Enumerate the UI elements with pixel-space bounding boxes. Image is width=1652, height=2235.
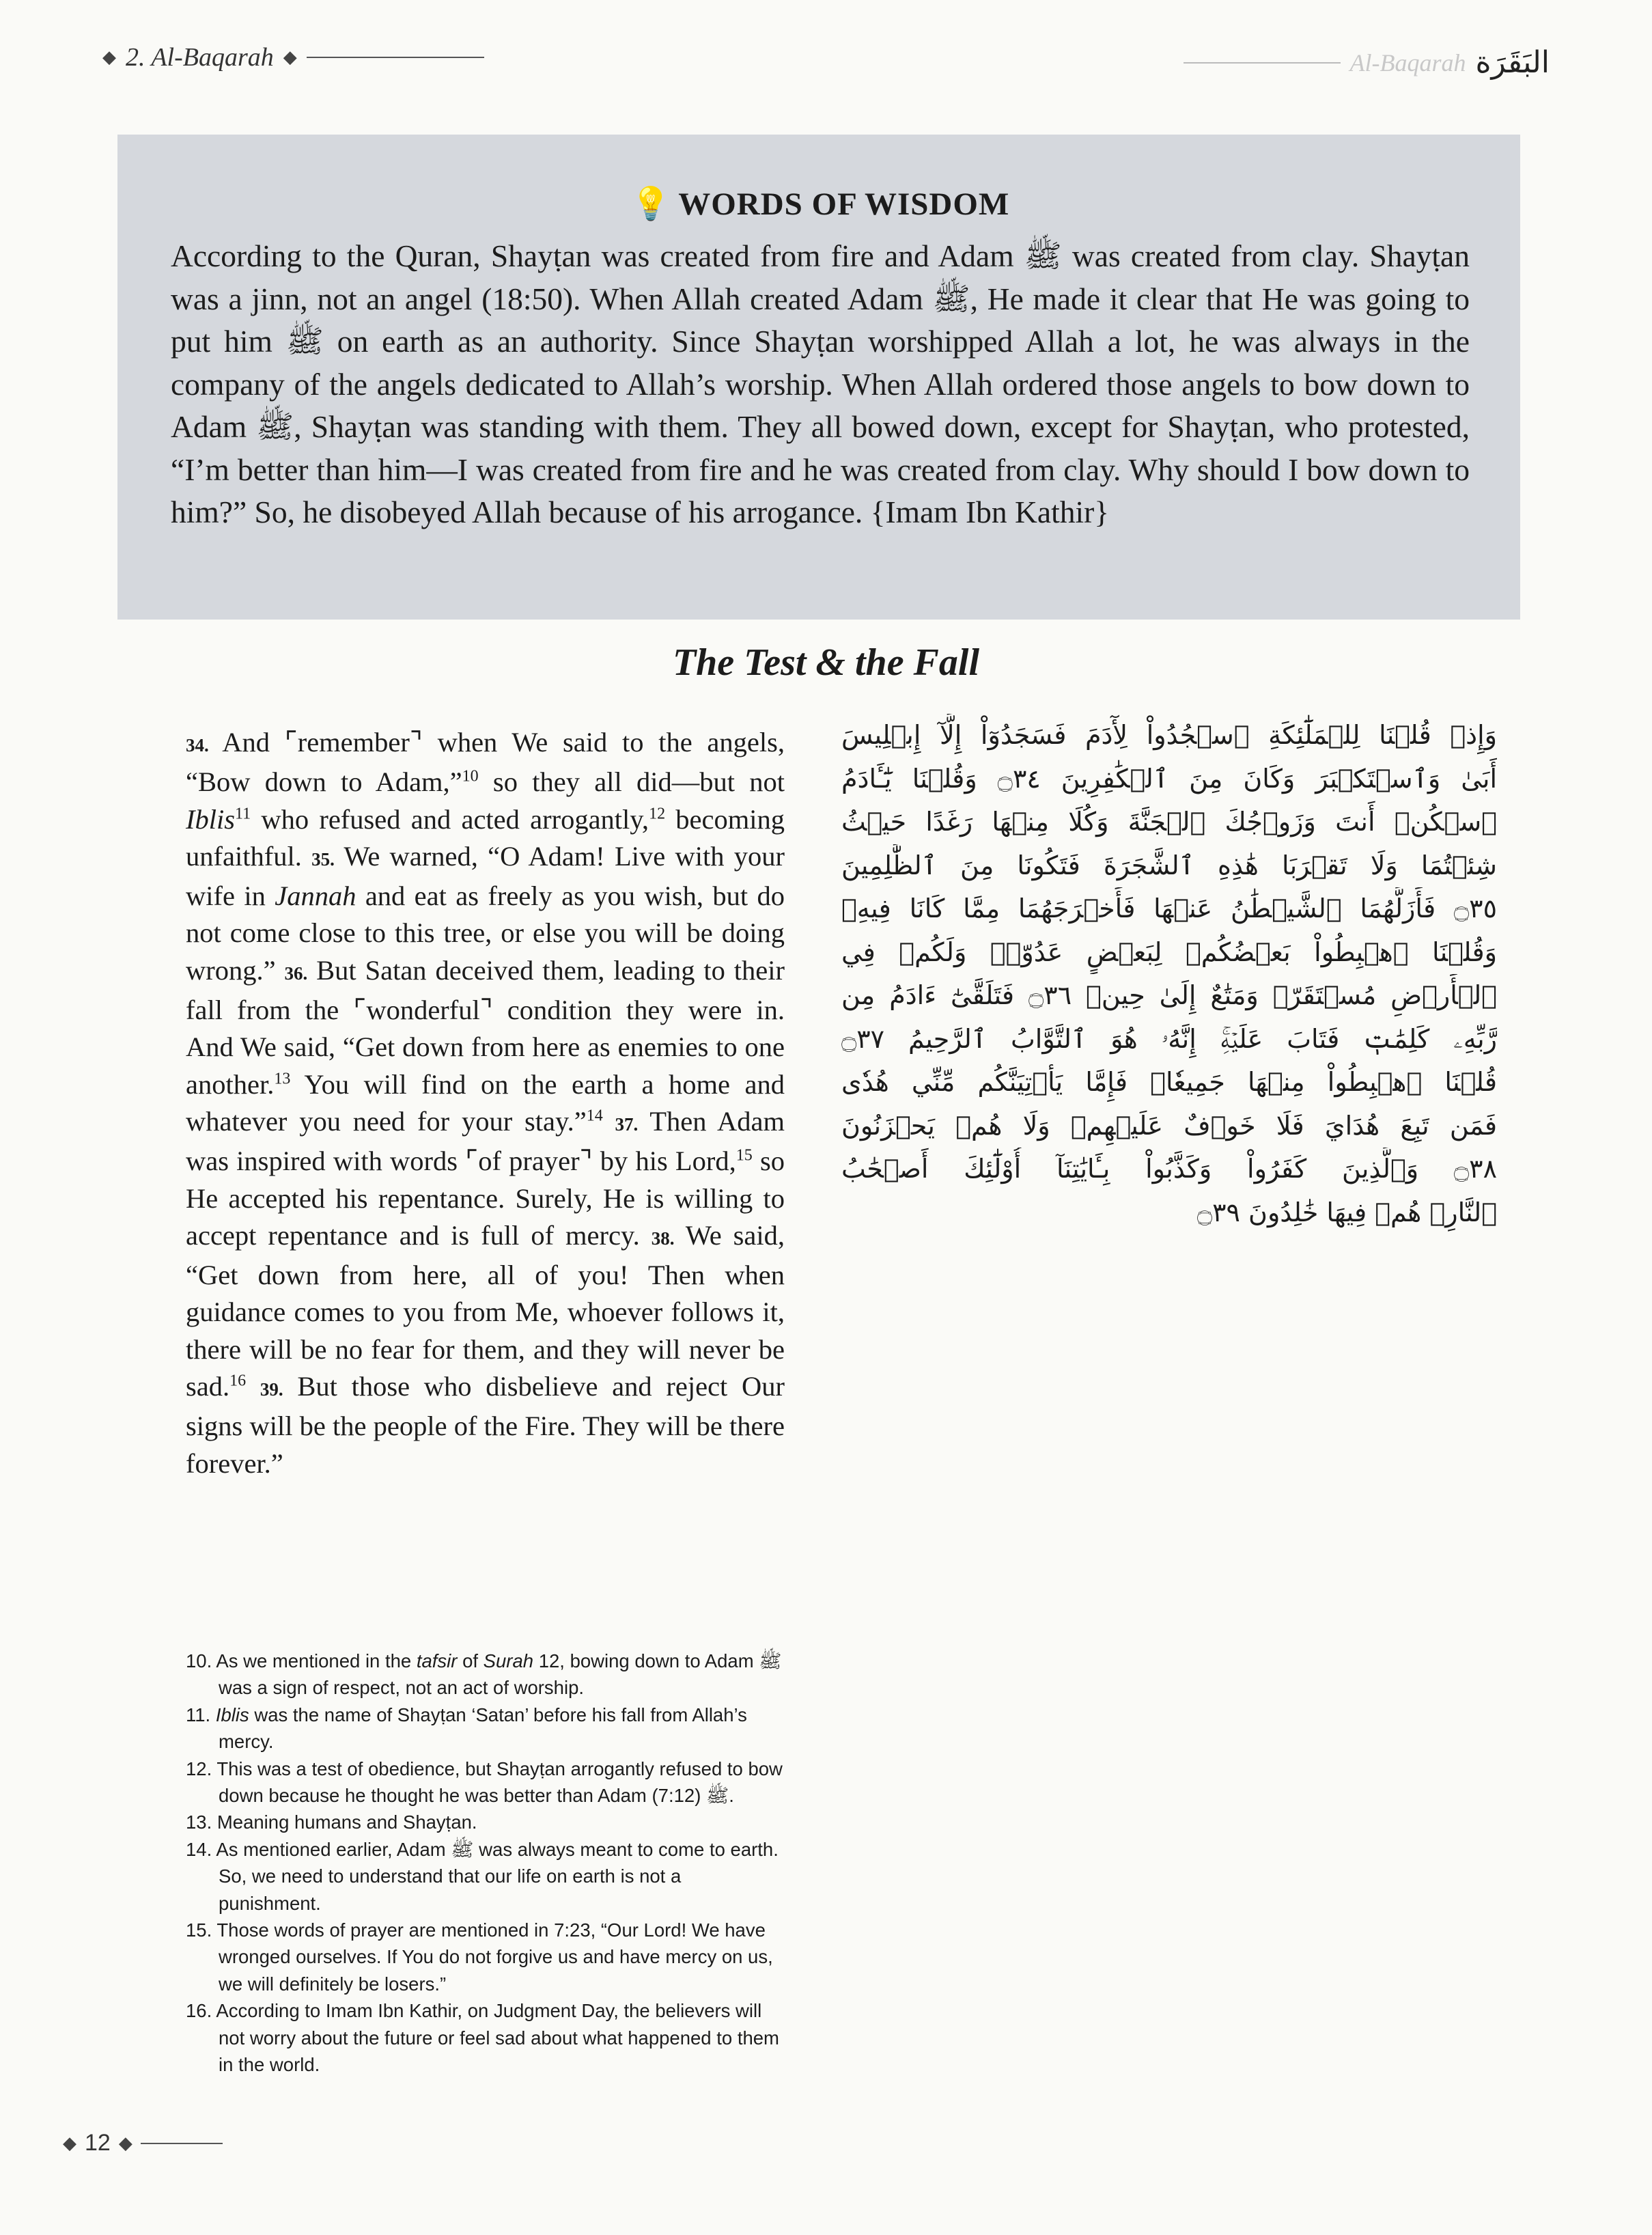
page-number: 12 bbox=[85, 2130, 111, 2156]
ornament-icon: ◆ bbox=[118, 2133, 132, 2153]
verse-text: But Satan deceived them, leading to their fall from the ⌜wonderful⌝ condition they were in. And We said, “Get down from here as enemies to one another. bbox=[186, 954, 785, 1100]
footnotes bbox=[186, 1648, 787, 2079]
arabic-chapter-title: البَقَرَة bbox=[1475, 45, 1550, 80]
footnote-ref: 14 bbox=[586, 1107, 603, 1125]
verse-number: 36. bbox=[284, 962, 308, 984]
footnote-text: 10. As we mentioned in the bbox=[186, 1650, 417, 1671]
arabic-line: ٱسۡكُنۡ أَنتَ وَزَوۡجُكَ ٱلۡجَنَّةَ وَكُلَا مِنۡهَا رَغَدًا حَيۡثُ bbox=[841, 807, 1497, 837]
footnote-ref: 16 bbox=[229, 1372, 247, 1390]
footnote-term: tafsir bbox=[416, 1650, 458, 1671]
arabic-line: ٱلۡأَرۡضِ مُسۡتَقَرّٞ وَمَتَٰعٌ إِلَىٰ حِينٖ ۝٣٦ فَتَلَقَّىٰٓ ءَادَمُ مِن bbox=[841, 980, 1497, 1010]
lightbulb-icon: 💡 bbox=[630, 185, 672, 223]
footnote-text: 12, bowing down to Adam ﷺ was a sign of respect, not an act of worship. bbox=[219, 1650, 782, 1699]
wisdom-title: WORDS OF WISDOM bbox=[678, 186, 1010, 222]
running-header-left bbox=[102, 42, 484, 72]
footnote-12: 12. This was a test of obedience, but Shayṭan arrogantly refused to bow down because he thought he was better than Adam ﷺ (7:12). bbox=[186, 1758, 783, 1807]
arabic-line: ۝٣٨ وَٱلَّذِينَ كَفَرُواْ وَكَذَّبُواْ بِـَٔايَٰتِنَآ أُوْلَٰٓئِكَ أَصۡحَٰبُ bbox=[841, 1154, 1497, 1184]
footnote-text: of bbox=[457, 1650, 484, 1671]
arabic-line: أَبَىٰ وَٱسۡتَكۡبَرَ وَكَانَ مِنَ ٱلۡكَٰفِرِينَ ۝٣٤ وَقُلۡنَا يَٰٓـَٔادَمُ bbox=[841, 763, 1497, 794]
verse-text: and eat as freely as you wish, but do not come close to this tree, or else you will be doing wrong.” bbox=[186, 880, 785, 986]
running-header-right bbox=[1184, 45, 1550, 80]
footnote-11 bbox=[186, 1702, 787, 1755]
footnote-text: 11. bbox=[186, 1704, 216, 1725]
header-rule bbox=[307, 57, 484, 58]
verse-number: 34. bbox=[186, 735, 209, 755]
verse-number: 35. bbox=[311, 848, 335, 870]
ornament-icon: ◆ bbox=[283, 47, 297, 67]
footnote-term: Surah bbox=[483, 1650, 534, 1671]
arabic-line: قُلۡنَا ٱهۡبِطُواْ مِنۡهَا جَمِيعٗاۖ فَإِمَّا يَأۡتِيَنَّكُم مِّنِّي هُدٗى bbox=[841, 1067, 1497, 1097]
arabic-line: ۝٣٥ فَأَزَلَّهُمَا ٱلشَّيۡطَٰنُ عَنۡهَا فَأَخۡرَجَهُمَا مِمَّا كَانَا فِيهِۖ bbox=[841, 893, 1497, 924]
term-jannah: Jannah bbox=[275, 880, 356, 912]
footnote-ref: 15 bbox=[736, 1146, 753, 1165]
verse-text: You will find on the earth a home and whatever you need for your stay.” bbox=[186, 1068, 785, 1137]
footnote-ref: 12 bbox=[649, 805, 666, 823]
verse-text: We said, “Get down from here, all of you! Then when guidance comes to you from Me, whoever follows it, there will be no fear for them, and they will never be sad. bbox=[186, 1219, 785, 1402]
footnote-ref: 11 bbox=[235, 805, 251, 823]
wisdom-text: According to the Quran, Shayṭan was created from fire and Adam ﷺ was created from clay. Shayṭan was a jinn, not an angel (18:50). When Allah created Adam ﷺ, He made it clear that He was going to put him ﷺ on earth as an authority. Since Shayṭan worshipped Allah a lot, he was always in the company of the angels dedicated to Allah’s worship. When Allah ordered those angels to bow down to Adam ﷺ, Shayṭan was standing with them. They all bowed down, except for Shayṭan, who protested, “I’m better than him—I was created from fire and he was created from clay. Why should I bow down to him?” So, he disobeyed Allah because of his arrogance. {Imam Ibn Kathir} bbox=[171, 238, 1470, 529]
arabic-verses bbox=[841, 714, 1497, 1234]
arabic-line: وَقُلۡنَا ٱهۡبِطُواْ بَعۡضُكُمۡ لِبَعۡضٍ عَدُوّٞۖ وَلَكُمۡ فِي bbox=[841, 936, 1497, 967]
english-translation bbox=[186, 724, 785, 1482]
footnote-ref: 10 bbox=[462, 767, 479, 786]
arabic-line: وَإِذۡ قُلۡنَا لِلۡمَلَٰٓئِكَةِ ٱسۡجُدُواْ لِأٓدَمَ فَسَجَدُوٓاْ إِلَّآ إِبۡلِيسَ bbox=[841, 720, 1497, 750]
footnote-15: 15. Those words of prayer are mentioned in 7:23, “Our Lord! We have wronged ourselves. If You do not forgive us and have mercy on us, we will definitely be losers.” bbox=[186, 1919, 773, 1995]
footnote-text: was the name of Shayṭan ‘Satan’ before his fall from Allah’s mercy. bbox=[219, 1704, 747, 1753]
footer-rule bbox=[141, 2143, 223, 2144]
chapter-title: 2. Al-Baqarah bbox=[126, 43, 274, 72]
page-number-footer bbox=[63, 2130, 223, 2156]
section-title: The Test & the Fall bbox=[672, 641, 980, 684]
footnote-16: 16. According to Imam Ibn Kathir, on Judgment Day, the believers will not worry about the future or feel sad about what happened to them in the world. bbox=[186, 2000, 779, 2076]
arabic-line: شِئۡتُمَا وَلَا تَقۡرَبَا هَٰذِهِ ٱلشَّجَرَةَ فَتَكُونَا مِنَ ٱلظَّٰلِمِينَ bbox=[841, 850, 1497, 880]
term-iblis: Iblis bbox=[186, 803, 236, 835]
footnote-ref: 13 bbox=[274, 1070, 291, 1088]
verse-text bbox=[246, 1371, 260, 1402]
verse-text: Then Adam was inspired with words ⌜of prayer⌝ by his Lord, bbox=[186, 1105, 785, 1177]
footnote-10 bbox=[186, 1648, 787, 1702]
arabic-line: فَمَن تَبِعَ هُدَايَ فَلَا خَوۡفٌ عَلَيۡهِمۡ وَلَا هُمۡ يَحۡزَنُونَ bbox=[841, 1110, 1497, 1141]
arabic-line: رَّبِّهِۦ كَلِمَٰتٖ فَتَابَ عَلَيۡهِۚ إِنَّهُۥ هُوَ ٱلتَّوَّابُ ٱلرَّحِيمُ ۝٣٧ bbox=[841, 1023, 1497, 1054]
verse-text: And ⌜remember⌝ when We said to the angels, “Bow down to Adam,” bbox=[186, 727, 785, 798]
ornament-icon: ◆ bbox=[63, 2133, 76, 2153]
footnote-14: 14. As mentioned earlier, Adam ﷺ was always meant to come to earth. So, we need to understand that our life on earth is not a punishment. bbox=[186, 1838, 779, 1914]
footnote-13: 13. Meaning humans and Shayṭan. bbox=[186, 1811, 477, 1833]
verse-text: We warned, “O Adam! Live with your wife in bbox=[186, 840, 785, 912]
verse-text: so they all did—but not bbox=[478, 766, 785, 798]
verse-number: 37. bbox=[615, 1113, 639, 1135]
ornament-icon: ◆ bbox=[102, 47, 116, 67]
verse-text: becoming unfaithful. bbox=[186, 803, 785, 872]
verse-number: 38. bbox=[651, 1227, 675, 1249]
verse-number: 39. bbox=[260, 1379, 283, 1400]
wisdom-heading bbox=[171, 185, 1470, 223]
verse-text: so He accepted his repentance. Surely, He is willing to accept repentance and is full of mercy. bbox=[186, 1146, 785, 1251]
bleed-through-title: Al-Baqarah bbox=[1349, 48, 1466, 77]
arabic-line: ٱلنَّارِۖ هُمۡ فِيهَا خَٰلِدُونَ ۝٣٩ bbox=[1196, 1197, 1497, 1227]
header-rule bbox=[1184, 62, 1341, 64]
verse-text: But those who disbelieve and reject Our signs will be the people of the Fire. They will be there forever.” bbox=[186, 1371, 785, 1479]
verse-text: who refused and acted arrogantly, bbox=[251, 803, 649, 835]
words-of-wisdom-box bbox=[117, 135, 1520, 620]
footnote-term: Iblis bbox=[215, 1704, 249, 1725]
